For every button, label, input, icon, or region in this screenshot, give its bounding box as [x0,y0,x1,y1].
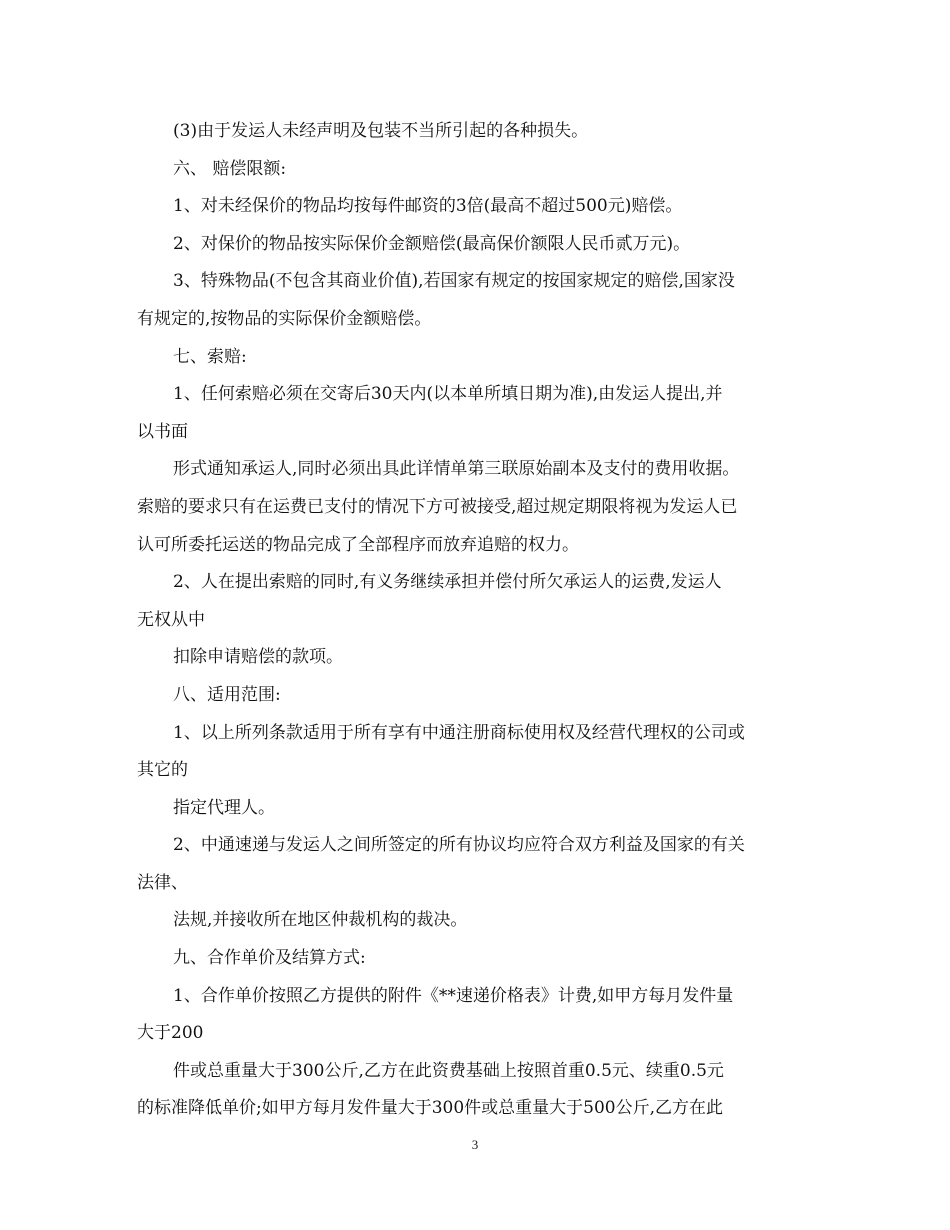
text-line: 七、索赔: [173,346,247,367]
text-line: 法律、 [137,872,188,893]
text-line: 其它的 [137,760,188,781]
text-line: 九、合作单价及结算方式: [173,948,366,969]
text-line: 2、对保价的物品按实际保价金额赔偿(最高保价额限人民币贰万元)。 [173,233,691,254]
text-line: 的标准降低单价;如甲方每月发件量大于300件或总重量大于500公斤,乙方在此 [137,1098,724,1119]
text-line: 法规,并接收所在地区仲裁机构的裁决。 [173,910,468,931]
document-body [137,113,817,1128]
text-line: 无权从中 [137,609,205,630]
page-number: 3 [471,1137,479,1152]
text-line: 大于200 [137,1023,204,1044]
text-line: 八、适用范围: [173,684,281,705]
text-line: 索赔的要求只有在运费已支付的情况下方可被接受,超过规定期限将视为发运人已 [137,496,738,517]
text-line: 六、 赔偿限额: [173,158,287,179]
text-line: 2、中通速递与发运人之间所签定的所有协议均应符合双方利益及国家的有关 [173,835,745,856]
text-line: 1、对未经保价的物品均按每件邮资的3倍(最高不超过500元)赔偿。 [173,196,683,217]
text-line: 认可所委托运送的物品完成了全部程序而放弃追赔的权力。 [137,534,579,555]
text-line: 1、任何索赔必须在交寄后30天内(以本单所填日期为准),由发运人提出,并 [173,384,723,405]
text-line: 1、合作单价按照乙方提供的附件《**速递价格表》计费,如甲方每月发件量 [173,985,734,1006]
text-line: 2、人在提出索赔的同时,有义务继续承担并偿付所欠承运人的运费,发运人 [173,572,722,593]
text-line: 形式通知承运人,同时必须出具此详情单第三联原始副本及支付的费用收据。 [173,459,740,480]
text-line: 1、以上所列条款适用于所有享有中通注册商标使用权及经营代理权的公司或 [173,722,745,743]
text-line: 件或总重量大于300公斤,乙方在此资费基础上按照首重0.5元、续重0.5元 [173,1060,724,1081]
text-line: 以书面 [137,421,188,442]
text-line: 3、特殊物品(不包含其商业价值),若国家有规定的按国家规定的赔偿,国家没 [173,271,735,292]
text-line: 扣除申请赔偿的款项。 [173,647,343,668]
text-line: 指定代理人。 [173,797,275,818]
text-line: (3)由于发运人未经声明及包装不当所引起的各种损失。 [173,121,589,141]
text-line: 有规定的,按物品的实际保价金额赔偿。 [137,308,432,329]
